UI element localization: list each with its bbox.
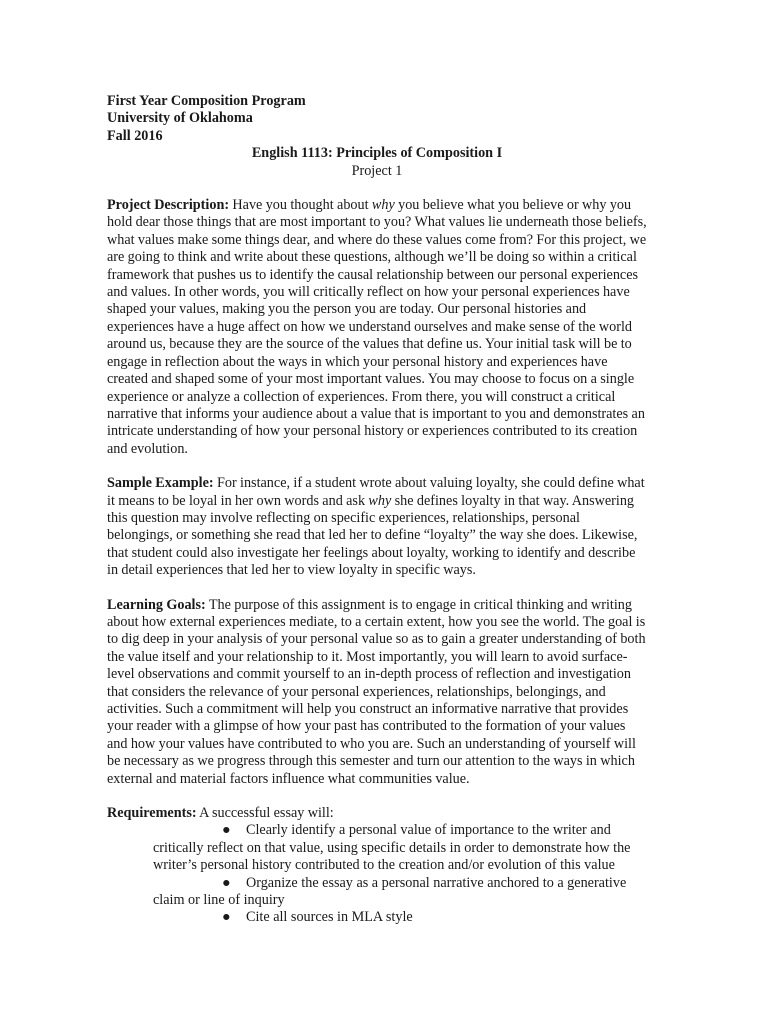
requirements-heading (107, 805, 647, 822)
project-description (107, 197, 647, 458)
requirements-list (107, 822, 647, 926)
bullet-icon: ● (222, 822, 231, 839)
project-label: Project 1 (351, 162, 403, 179)
bullet-icon: ● (222, 874, 231, 891)
requirement-rest: critically reflect on that value, using specific details in order to demonstrate how the writer’s personal history contributed to the creation and/or evolution of this value (153, 839, 631, 874)
requirements-label: Requirements: (107, 805, 197, 822)
learning-goals-text: The purpose of this assignment is to engage in critical thinking and writing about how external experiences mediate, to a certain extent, how you see the world. The goal is to dig deep in your analysis of your personal value so as to gain a greater understanding of both the value itself and your relationship to it. Most importantly, you will learn to avoid surface-level observations and commit yourself to an in-depth process of reflection and investigation that considers the relevance of your personal experiences, relationships, belongings, and activities. Such a commitment will help you construct an informative narrative that provides your reader with a glimpse of how your past has contributed to the formation of your values and how your values have contributed to who you are. Such an understanding of yourself will be necessary as we progress through this semester and turn our attention to the ways in which external and material factors influence what communities value. (107, 596, 646, 787)
sample-example-label: Sample Example: (107, 475, 214, 492)
requirement-first-line: Clearly identify a personal value of importance to the writer and (246, 822, 611, 839)
requirement-first-line: Organize the essay as a personal narrative anchored to a generative (246, 874, 627, 891)
program-name: First Year Composition Program (107, 93, 306, 109)
learning-goals-label: Learning Goals: (107, 596, 206, 613)
project-description-label: Project Description: (107, 197, 230, 214)
requirement-rest: claim or line of inquiry (153, 892, 285, 909)
requirements-intro: A successful essay will: (196, 805, 334, 822)
course-title: English 1113: Principles of Composition I (251, 145, 503, 162)
sample-example-text-b: she defines loyalty in that way. Answering this question may involve reflecting on specific experiences, relationships, personal belongings, or something she read that led her to define “loyalty” the way she does. Likewise, that student could also investigate her feelings about loyalty, working to identify and describe in detail experiences that led her to view loyalty in specific ways. (107, 492, 638, 579)
requirement-item (107, 875, 647, 910)
sample-example-why: why (368, 492, 392, 509)
document-page (107, 93, 647, 927)
bullet-icon: ● (222, 909, 231, 926)
sample-example-text-a: For instance, if a student wrote about valuing loyalty, she could define what it means to be loyal in her own words and ask (107, 475, 645, 509)
university-name: University of Oklahoma (107, 110, 253, 127)
project-description-text-b: you believe what you believe or why you hold dear those things that are most important to you? What values lie underneath those beliefs, what values make some things dear, and where do these values come from? For this project, we are going to think and write about these questions, although we’ll be doing so within a critical framework that pushes us to identify the causal relationship between our personal experiences and values. In other words, you will critically reflect on how your personal experiences have shaped your values, making you the person you are today. Our personal histories and experiences have a huge affect on how we understand ourselves and make sense of the world around us, because they are the source of the values that define us. Your initial task will be to engage in reflection about the ways in which your personal history and experiences have created and shaped some of your most important values. You may choose to focus on a single experience or analyze a collection of experiences. From there, you will construct a critical narrative that informs your audience about a value that is important to you and demonstrates an intricate understanding of how your personal history or experiences contributed to its creation and evolution. (107, 197, 647, 457)
learning-goals (107, 597, 647, 788)
term: Fall 2016 (107, 127, 163, 144)
project-description-text-a: Have you thought about (229, 197, 372, 214)
sample-example (107, 475, 647, 579)
requirement-item (107, 822, 647, 874)
requirement-item (107, 909, 647, 926)
requirement-first-line: Cite all sources in MLA style (246, 909, 413, 926)
project-description-why: why (371, 197, 395, 214)
